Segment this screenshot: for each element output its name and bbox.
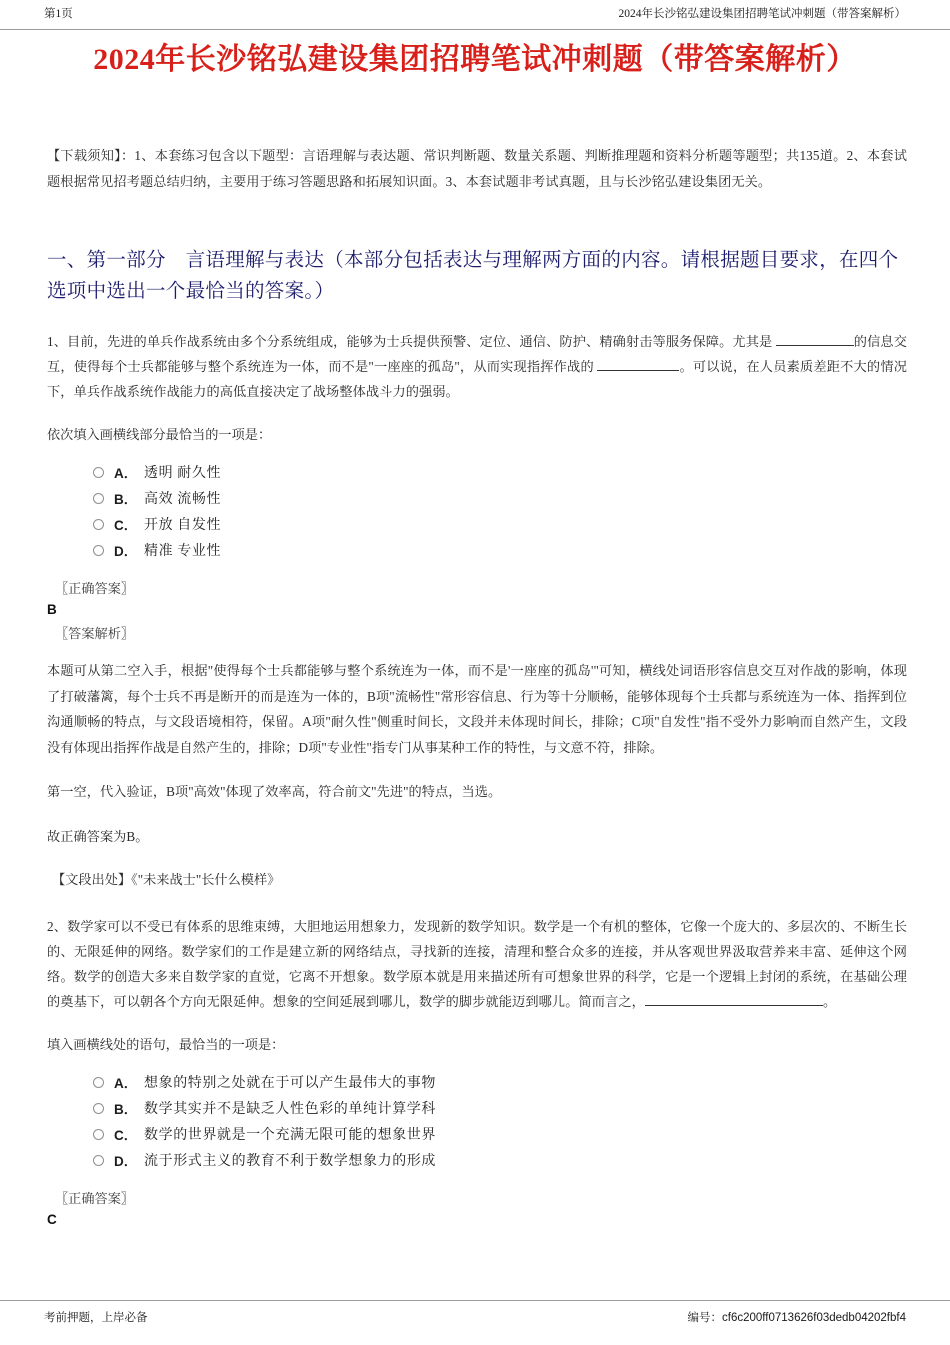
page-title: 2024年长沙铭弘建设集团招聘笔试冲刺题（带答案解析）	[93, 43, 857, 76]
question-1-analysis-label: 〖答案解析〗	[55, 626, 135, 641]
option-row[interactable]	[93, 485, 907, 511]
option-text: 数学其实并不是缺乏人性色彩的单纯计算学科	[144, 1102, 436, 1117]
question-block-1	[47, 329, 907, 892]
question-2-answer-label: 〖正确答案〗	[55, 1191, 135, 1206]
option-letter: D．	[114, 544, 138, 559]
question-1-blank-2	[597, 370, 679, 371]
question-1-analysis-paragraph-2: 第一空，代入验证，B项"高效"体现了效率高，符合前文"先进"的特点，当选。	[47, 784, 502, 799]
question-2-stem-segment-2: 。	[822, 994, 837, 1009]
option-row[interactable]	[93, 1069, 907, 1095]
option-row[interactable]	[93, 537, 907, 563]
option-row[interactable]	[93, 511, 907, 537]
running-footer	[0, 1300, 950, 1345]
question-2-answer-value: C	[47, 1212, 57, 1227]
option-row[interactable]	[93, 1095, 907, 1121]
question-1-prompt: 依次填入画横线部分最恰当的一项是：	[47, 427, 272, 442]
footer-serial-label: 编号：	[687, 1312, 723, 1324]
option-letter: A．	[114, 1076, 138, 1091]
radio-button-icon[interactable]	[93, 519, 104, 530]
question-2-blank-1	[645, 1005, 763, 1006]
question-1-answer-value: B	[47, 602, 57, 617]
question-1-stem	[47, 329, 907, 404]
question-block-2	[47, 914, 907, 1230]
option-text: 流于形式主义的教育不利于数学想象力的形成	[144, 1154, 436, 1169]
document-content	[47, 143, 907, 1230]
option-letter: C．	[114, 518, 138, 533]
header-document-reference: 2024年长沙铭弘建设集团招聘笔试冲刺题（带答案解析）	[618, 8, 906, 20]
option-letter: B．	[114, 492, 138, 507]
option-letter: D．	[114, 1154, 138, 1169]
question-1-analysis-paragraph-1: 本题可从第二空入手，根据"使得每个士兵都能够与整个系统连为一体，而不是'一座座的孤岛'"可知，横线处词语形容信息交互对作战的影响，体现了打破藩篱，每个士兵不再是断开的而是连为一体的，B项"流畅性"常形容信息、行为等十分顺畅，能够体现每个士兵都与系统连为一体、指挥到位沟通顺畅的特点，与文段语境相符，保留。A项"耐久性"侧重时间长，文段并未体现时间长，排除；C项"自发性"指不受外力影响而自然产生，文段没有体现出指挥作战是自然产生的，排除；D项"专业性"指专门从事某种工作的特性，与文意不符，排除。	[47, 663, 907, 755]
option-text: 高效 流畅性	[144, 492, 222, 507]
question-1-options	[47, 459, 907, 563]
question-2-stem	[47, 914, 907, 1014]
option-text: 想象的特别之处就在于可以产生最伟大的事物	[144, 1076, 436, 1091]
option-letter: C．	[114, 1128, 138, 1143]
radio-button-icon[interactable]	[93, 1129, 104, 1140]
option-text: 透明 耐久性	[144, 466, 222, 481]
question-1-answer-label: 〖正确答案〗	[55, 581, 135, 596]
section-heading-part-one: 一、第一部分 言语理解与表达（本部分包括表达与理解两方面的内容。请根据题目要求，在四个选项中选出一个最恰当的答案。）	[47, 250, 899, 302]
option-row[interactable]	[93, 1147, 907, 1173]
radio-button-icon[interactable]	[93, 493, 104, 504]
option-letter: B．	[114, 1102, 138, 1117]
question-1-blank-1	[776, 345, 854, 346]
running-header	[0, 0, 950, 30]
footer-serial-value: cf6c200ff0713626f03dedb04202fbf4	[722, 1312, 906, 1324]
option-text: 开放 自发性	[144, 518, 222, 533]
footer-serial	[688, 1310, 906, 1326]
option-letter: A．	[114, 466, 138, 481]
option-row[interactable]	[93, 459, 907, 485]
radio-button-icon[interactable]	[93, 1155, 104, 1166]
question-1-stem-segment-3: 。可以说，在人员素质差距不大的情况下，单兵作战系统作战能力的高低直接决定了战场整体战斗力的强弱。	[47, 359, 908, 399]
question-2-stem-segment-1: 2、数学家可以不受已有体系的思维束缚，大胆地运用想象力，发现新的数学知识。数学是一个有机的整体，它像一个庞大的、多层次的、不断生长的、无限延伸的网络。数学家们的工作是建立新的网络结点，寻找新的连接，清理和整合众多的连接，并从客观世界汲取营养来丰富、延伸这个网络。数学的创造大多来自数学家的直觉，它离不开想象。数学原本就是用来描述所有可想象世界的科学，它是一个逻辑上封闭的系统，在基础公理的奠基下，可以朝各个方向无限延伸。想象的空间延展到哪儿，数学的脚步就能迈到哪儿。简而言之，	[47, 919, 907, 1009]
question-1-analysis-paragraph-3: 故正确答案为B。	[47, 828, 149, 844]
question-2-options	[47, 1069, 907, 1173]
footer-slogan: 考前押题，上岸必备	[44, 1312, 148, 1324]
option-text: 数学的世界就是一个充满无限可能的想象世界	[144, 1128, 436, 1143]
radio-button-icon[interactable]	[93, 545, 104, 556]
option-text: 精准 专业性	[144, 544, 222, 559]
page-number-label: 第1页	[44, 8, 73, 20]
question-1-source: 【文段出处】《"未来战士"长什么模样》	[52, 872, 281, 887]
question-1-stem-segment-2: 的信息交互，使得每个士兵都能够与整个系统连为一体，而不是"一座座的孤岛"，从而实现指挥作战的	[47, 334, 907, 374]
option-row[interactable]	[93, 1121, 907, 1147]
question-2-prompt: 填入画横线处的语句，最恰当的一项是：	[47, 1037, 285, 1052]
radio-button-icon[interactable]	[93, 467, 104, 478]
radio-button-icon[interactable]	[93, 1103, 104, 1114]
question-1-stem-segment-1: 1、目前，先进的单兵作战系统由多个分系统组成，能够为士兵提供预警、定位、通信、防护、精确射击等服务保障。尤其是	[47, 334, 776, 349]
radio-button-icon[interactable]	[93, 1077, 104, 1088]
download-notice: 【下载须知】：1、本套练习包含以下题型：言语理解与表达题、常识判断题、数量关系题、判断推理题和资料分析题等题型；共135道。2、本套试题根据常见招考题总结归纳，主要用于练习答题思路和拓展知识面。3、本套试题非考试真题，且与长沙铭弘建设集团无关。	[47, 148, 907, 189]
question-2-blank-2	[763, 1005, 823, 1006]
